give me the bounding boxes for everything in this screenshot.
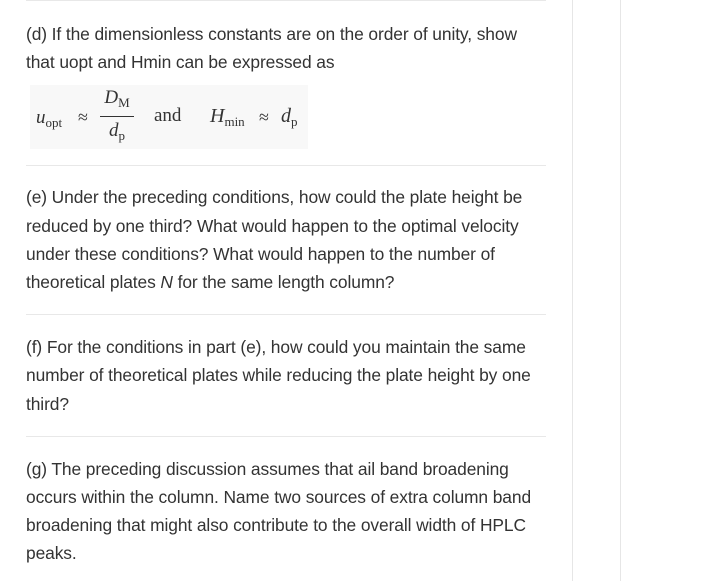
question-content: [26, 0, 546, 568]
part-d-text: (d) If the dimensionless constants are on the order of unity, show that uopt and Hmin can be expressed as: [26, 24, 517, 73]
formula-hmin: $H_{min}$: [210, 105, 245, 130]
question-part-g: [26, 437, 546, 568]
part-f-text: (f) For the conditions in part (e), how could you maintain the same number of theoretical plates while reducing the plate height by one third?: [26, 337, 531, 414]
question-part-d: [26, 1, 546, 149]
part-g-text: (g) The preceding discussion assumes that ail band broadening occurs within the column. Name two sources of extra column band broadening that might also contribute to the overall width of HPLC peaks.: [26, 458, 532, 564]
part-d-formula-image: [30, 85, 308, 149]
column-divider-right: [572, 0, 573, 581]
question-part-e: [26, 166, 546, 296]
formula-approx-2: ≈: [259, 107, 269, 128]
formula-and: and: [154, 105, 182, 127]
formula-uopt: $u_{opt}$: [36, 107, 63, 131]
formula-fraction: $D_M$ $d_p$: [100, 87, 134, 147]
column-divider-far-right: [620, 0, 621, 581]
question-part-f: [26, 315, 546, 418]
part-e-text: (e) Under the preceding conditions, how could the plate height be reduced by one third? What would happen to the optimal velocity under these conditions? What would happen to the number of theoretical plates N for the same length column?: [26, 187, 523, 293]
formula-dp: $d_p$: [281, 105, 298, 130]
formula-approx-1: ≈: [78, 107, 88, 128]
